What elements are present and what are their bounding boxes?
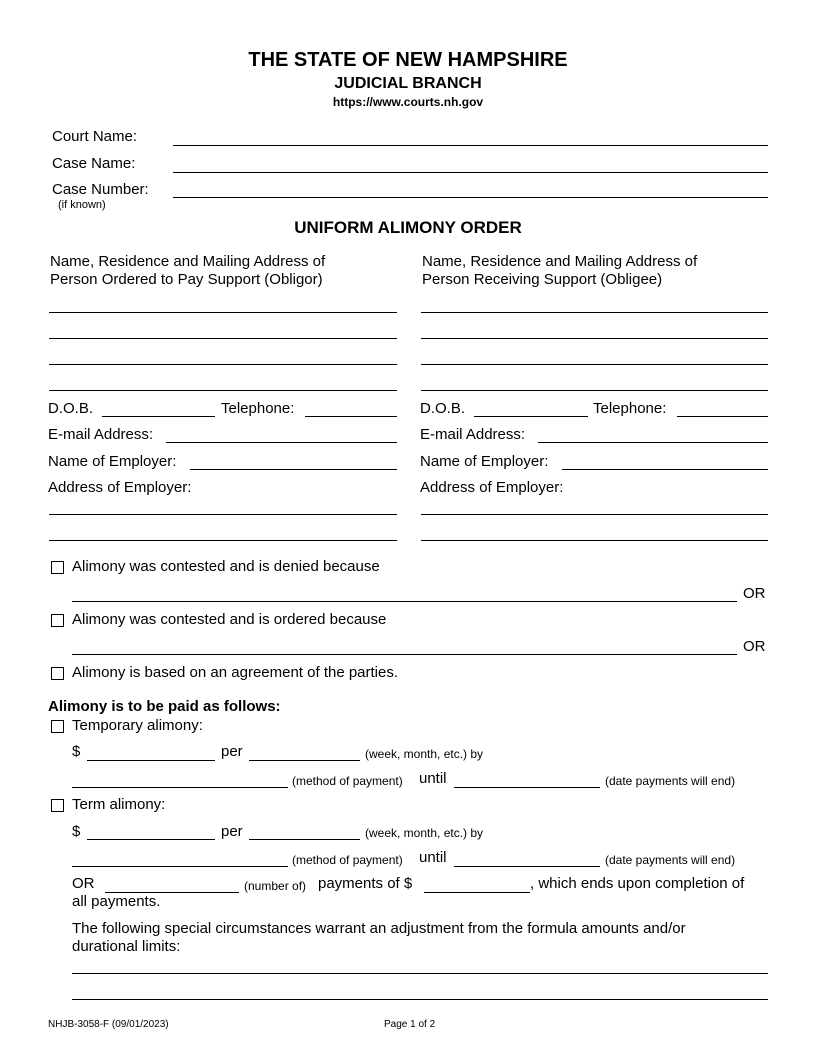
- temporary-method-field[interactable]: [72, 787, 288, 788]
- denied-label: Alimony was contested and is denied because: [72, 558, 380, 575]
- obligee-telephone-label: Telephone:: [593, 400, 667, 417]
- page-number: Page 1 of 2: [384, 1019, 436, 1030]
- obligor-employer-field[interactable]: [190, 469, 397, 470]
- form-title: UNIFORM ALIMONY ORDER: [294, 218, 522, 237]
- obligor-employer-address-label: Address of Employer:: [48, 479, 192, 496]
- obligor-address-line-3[interactable]: [49, 364, 397, 365]
- obligor-telephone-label: Telephone:: [221, 400, 295, 417]
- term-until-label: until: [419, 849, 447, 866]
- obligee-heading-line2: Person Receiving Support (Obligee): [422, 271, 663, 288]
- payment-heading: Alimony is to be paid as follows:: [48, 698, 281, 715]
- obligee-dob-label: D.O.B.: [420, 400, 466, 417]
- obligor-address-line-2[interactable]: [49, 338, 397, 339]
- court-url: https://www.courts.nh.gov: [332, 95, 484, 109]
- all-payments-label: all payments.: [72, 893, 161, 910]
- temporary-period-field[interactable]: [249, 760, 360, 761]
- obligor-dob-field[interactable]: [102, 416, 215, 417]
- obligee-dob-field[interactable]: [474, 416, 588, 417]
- case-name-label: Case Name:: [52, 155, 136, 172]
- state-title: THE STATE OF NEW HAMPSHIRE: [248, 49, 568, 71]
- term-amount-field[interactable]: [87, 839, 215, 840]
- payment-amount-field[interactable]: [424, 892, 530, 893]
- term-end-hint: (date payments will end): [605, 853, 736, 867]
- denied-checkbox[interactable]: [51, 561, 64, 574]
- agreement-label: Alimony is based on an agreement of the parties.: [72, 664, 399, 681]
- if-known-note: (if known): [58, 199, 106, 211]
- obligor-employer-address-line-2[interactable]: [49, 540, 397, 541]
- court-name-label: Court Name:: [52, 128, 138, 145]
- obligee-address-line-3[interactable]: [421, 364, 768, 365]
- obligee-employer-address-label: Address of Employer:: [420, 479, 564, 496]
- obligee-address-line-1[interactable]: [421, 312, 768, 313]
- temporary-period-hint: (week, month, etc.) by: [365, 747, 484, 761]
- special-circumstances-line-1[interactable]: [72, 973, 768, 974]
- obligor-telephone-field[interactable]: [305, 416, 397, 417]
- special-circumstances-line1: The following special circumstances warrant an adjustment from the formula amounts and/or: [72, 920, 686, 937]
- term-dollar-sign: $: [72, 823, 81, 840]
- term-method-hint: (method of payment): [292, 853, 403, 867]
- payments-of-label: payments of $: [318, 875, 413, 892]
- term-method-field[interactable]: [72, 866, 288, 867]
- obligee-telephone-field[interactable]: [677, 416, 768, 417]
- obligee-address-line-4[interactable]: [421, 390, 768, 391]
- obligee-heading-line1: Name, Residence and Mailing Address of: [422, 253, 698, 270]
- temporary-dollar-sign: $: [72, 743, 81, 760]
- term-period-field[interactable]: [249, 839, 360, 840]
- case-number-label: Case Number:: [52, 181, 149, 198]
- obligor-address-line-4[interactable]: [49, 390, 397, 391]
- obligee-employer-address-line-2[interactable]: [421, 540, 768, 541]
- temporary-amount-field[interactable]: [87, 760, 215, 761]
- term-period-hint: (week, month, etc.) by: [365, 826, 484, 840]
- term-end-date-field[interactable]: [454, 866, 600, 867]
- denied-or-label: OR: [743, 585, 766, 602]
- special-circumstances-line-2[interactable]: [72, 999, 768, 1000]
- obligor-address-line-1[interactable]: [49, 312, 397, 313]
- obligee-email-field[interactable]: [538, 442, 768, 443]
- number-of-hint: (number of): [244, 879, 307, 893]
- term-per-label: per: [221, 823, 243, 840]
- ordered-checkbox[interactable]: [51, 614, 64, 627]
- obligee-employer-field[interactable]: [562, 469, 768, 470]
- obligor-heading-line2: Person Ordered to Pay Support (Obligor): [50, 271, 323, 288]
- ends-upon-label: , which ends upon completion of: [530, 875, 745, 892]
- temporary-checkbox[interactable]: [51, 720, 64, 733]
- ordered-or-label: OR: [743, 638, 766, 655]
- case-name-field[interactable]: [173, 172, 768, 173]
- obligee-employer-label: Name of Employer:: [420, 453, 549, 470]
- agreement-checkbox[interactable]: [51, 667, 64, 680]
- obligee-address-line-2[interactable]: [421, 338, 768, 339]
- obligee-email-label: E-mail Address:: [420, 426, 526, 443]
- obligor-heading-line1: Name, Residence and Mailing Address of: [50, 253, 326, 270]
- obligor-email-field[interactable]: [166, 442, 397, 443]
- obligor-employer-label: Name of Employer:: [48, 453, 177, 470]
- term-or-label: OR: [72, 875, 95, 892]
- term-checkbox[interactable]: [51, 799, 64, 812]
- temporary-end-hint: (date payments will end): [605, 774, 736, 788]
- form-id: NHJB-3058-F (09/01/2023): [48, 1019, 169, 1030]
- term-label: Term alimony:: [72, 796, 166, 813]
- case-number-field[interactable]: [173, 197, 768, 198]
- court-name-field[interactable]: [173, 145, 768, 146]
- temporary-label: Temporary alimony:: [72, 717, 203, 734]
- denied-reason-field[interactable]: [72, 601, 737, 602]
- special-circumstances-line2: durational limits:: [72, 938, 181, 955]
- obligor-employer-address-line-1[interactable]: [49, 514, 397, 515]
- temporary-end-date-field[interactable]: [454, 787, 600, 788]
- branch-title: JUDICIAL BRANCH: [334, 75, 482, 92]
- temporary-method-hint: (method of payment): [292, 774, 403, 788]
- obligor-dob-label: D.O.B.: [48, 400, 94, 417]
- obligee-employer-address-line-1[interactable]: [421, 514, 768, 515]
- temporary-per-label: per: [221, 743, 243, 760]
- temporary-until-label: until: [419, 770, 447, 787]
- ordered-reason-field[interactable]: [72, 654, 737, 655]
- obligor-email-label: E-mail Address:: [48, 426, 154, 443]
- ordered-label: Alimony was contested and is ordered because: [72, 611, 387, 628]
